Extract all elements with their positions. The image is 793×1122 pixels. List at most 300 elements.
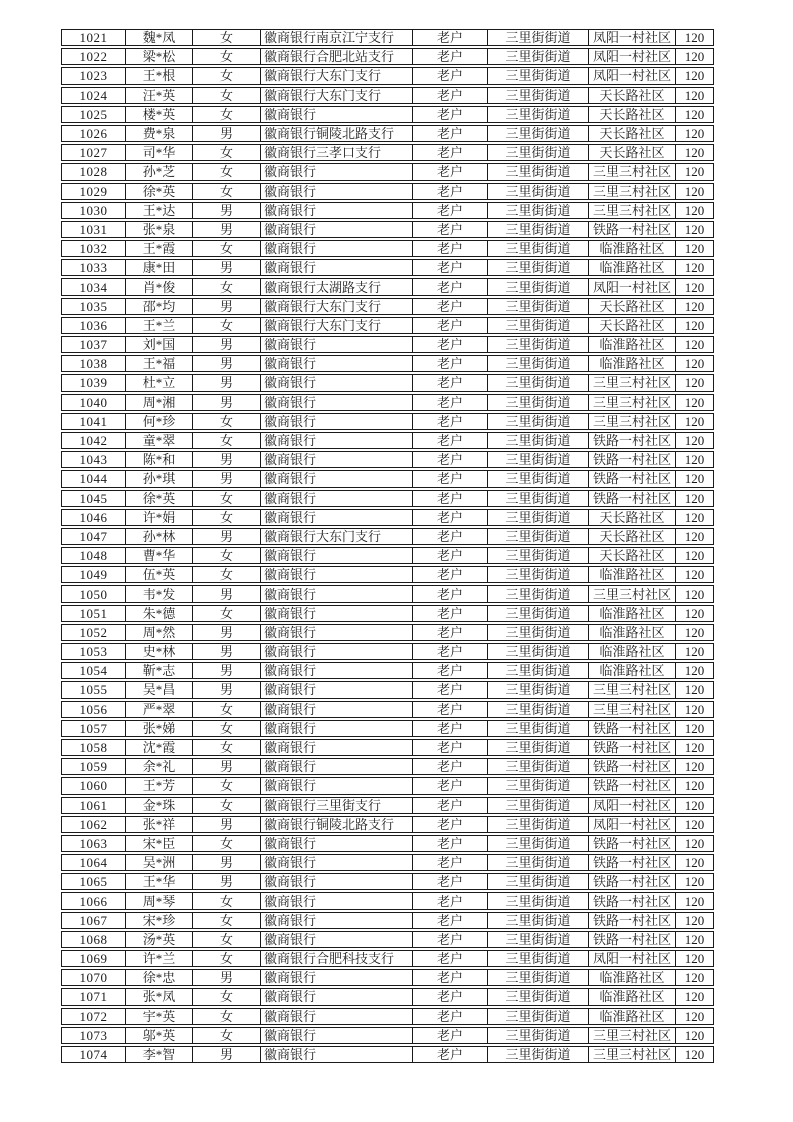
cell-id: 1044 (61, 470, 125, 487)
cell-name: 朱*德 (125, 605, 192, 622)
cell-community: 铁路一村社区 (588, 873, 675, 890)
cell-bank: 徽商银行 (260, 854, 412, 871)
cell-amount: 120 (675, 1046, 714, 1063)
table-row (61, 163, 714, 180)
cell-community: 三里三村社区 (588, 202, 675, 219)
cell-amount: 120 (675, 777, 714, 794)
cell-name: 周*湘 (125, 394, 192, 411)
cell-gender: 女 (192, 163, 260, 180)
cell-gender: 男 (192, 336, 260, 353)
cell-street: 三里街街道 (487, 566, 588, 583)
cell-gender: 男 (192, 681, 260, 698)
cell-id: 1064 (61, 854, 125, 871)
cell-household_type: 老户 (412, 585, 487, 602)
cell-gender: 男 (192, 355, 260, 372)
cell-id: 1029 (61, 183, 125, 200)
cell-id: 1061 (61, 797, 125, 814)
table-row (61, 816, 714, 833)
cell-amount: 120 (675, 892, 714, 909)
table-row (61, 547, 714, 564)
cell-household_type: 老户 (412, 278, 487, 295)
cell-gender: 男 (192, 451, 260, 468)
cell-gender: 男 (192, 854, 260, 871)
table-row (61, 701, 714, 718)
cell-bank: 徽商银行 (260, 490, 412, 507)
cell-gender: 男 (192, 470, 260, 487)
cell-gender: 男 (192, 1046, 260, 1063)
cell-gender: 男 (192, 374, 260, 391)
cell-bank: 徽商银行铜陵北路支行 (260, 816, 412, 833)
table-row (61, 969, 714, 986)
cell-street: 三里街街道 (487, 643, 588, 660)
table-row (61, 835, 714, 852)
cell-street: 三里街街道 (487, 758, 588, 775)
cell-street: 三里街街道 (487, 701, 588, 718)
cell-gender: 女 (192, 566, 260, 583)
table-row (61, 873, 714, 890)
cell-household_type: 老户 (412, 202, 487, 219)
cell-bank: 徽商银行 (260, 701, 412, 718)
cell-name: 陈*和 (125, 451, 192, 468)
cell-amount: 120 (675, 662, 714, 679)
cell-community: 凤阳一村社区 (588, 48, 675, 65)
cell-street: 三里街街道 (487, 336, 588, 353)
cell-gender: 男 (192, 221, 260, 238)
cell-community: 铁路一村社区 (588, 720, 675, 737)
cell-street: 三里街街道 (487, 739, 588, 756)
cell-amount: 120 (675, 528, 714, 545)
cell-amount: 120 (675, 125, 714, 142)
cell-name: 宋*珍 (125, 912, 192, 929)
cell-name: 张*娣 (125, 720, 192, 737)
cell-street: 三里街街道 (487, 432, 588, 449)
cell-household_type: 老户 (412, 163, 487, 180)
cell-community: 铁路一村社区 (588, 432, 675, 449)
cell-street: 三里街街道 (487, 854, 588, 871)
cell-name: 孙*琪 (125, 470, 192, 487)
cell-id: 1063 (61, 835, 125, 852)
cell-street: 三里街街道 (487, 988, 588, 1005)
cell-community: 天长路社区 (588, 528, 675, 545)
cell-bank: 徽商银行 (260, 662, 412, 679)
cell-name: 童*翠 (125, 432, 192, 449)
cell-household_type: 老户 (412, 67, 487, 84)
cell-gender: 男 (192, 969, 260, 986)
cell-street: 三里街街道 (487, 490, 588, 507)
cell-amount: 120 (675, 585, 714, 602)
cell-gender: 女 (192, 835, 260, 852)
cell-gender: 男 (192, 643, 260, 660)
cell-community: 三里三村社区 (588, 374, 675, 391)
cell-bank: 徽商银行 (260, 835, 412, 852)
cell-amount: 120 (675, 835, 714, 852)
cell-name: 孙*芝 (125, 163, 192, 180)
cell-street: 三里街街道 (487, 87, 588, 104)
cell-name: 王*达 (125, 202, 192, 219)
cell-id: 1035 (61, 298, 125, 315)
cell-name: 费*泉 (125, 125, 192, 142)
cell-bank: 徽商银行 (260, 566, 412, 583)
cell-household_type: 老户 (412, 432, 487, 449)
cell-community: 三里三村社区 (588, 413, 675, 430)
cell-street: 三里街街道 (487, 394, 588, 411)
cell-household_type: 老户 (412, 451, 487, 468)
cell-bank: 徽商银行 (260, 183, 412, 200)
cell-community: 铁路一村社区 (588, 835, 675, 852)
cell-name: 王*兰 (125, 317, 192, 334)
cell-community: 天长路社区 (588, 317, 675, 334)
cell-bank: 徽商银行 (260, 394, 412, 411)
table-row (61, 413, 714, 430)
cell-bank: 徽商银行大东门支行 (260, 298, 412, 315)
cell-street: 三里街街道 (487, 374, 588, 391)
cell-gender: 女 (192, 931, 260, 948)
cell-bank: 徽商银行 (260, 451, 412, 468)
cell-bank: 徽商银行 (260, 720, 412, 737)
cell-id: 1058 (61, 739, 125, 756)
cell-gender: 女 (192, 797, 260, 814)
cell-name: 梁*松 (125, 48, 192, 65)
cell-gender: 男 (192, 624, 260, 641)
table-row (61, 259, 714, 276)
cell-amount: 120 (675, 278, 714, 295)
table-row (61, 950, 714, 967)
cell-household_type: 老户 (412, 490, 487, 507)
cell-amount: 120 (675, 681, 714, 698)
cell-bank: 徽商银行合肥科技支行 (260, 950, 412, 967)
cell-gender: 男 (192, 662, 260, 679)
table-row (61, 451, 714, 468)
cell-name: 王*芳 (125, 777, 192, 794)
cell-household_type: 老户 (412, 125, 487, 142)
cell-bank: 徽商银行 (260, 624, 412, 641)
cell-bank: 徽商银行 (260, 509, 412, 526)
cell-bank: 徽商银行三里街支行 (260, 797, 412, 814)
cell-gender: 女 (192, 547, 260, 564)
table-row (61, 931, 714, 948)
cell-gender: 女 (192, 106, 260, 123)
cell-community: 天长路社区 (588, 87, 675, 104)
table-row (61, 202, 714, 219)
cell-id: 1067 (61, 912, 125, 929)
cell-name: 曹*华 (125, 547, 192, 564)
cell-amount: 120 (675, 624, 714, 641)
cell-household_type: 老户 (412, 240, 487, 257)
table-row (61, 624, 714, 641)
cell-id: 1042 (61, 432, 125, 449)
cell-household_type: 老户 (412, 259, 487, 276)
table-row (61, 374, 714, 391)
cell-amount: 120 (675, 912, 714, 929)
table-row (61, 490, 714, 507)
cell-id: 1034 (61, 278, 125, 295)
cell-household_type: 老户 (412, 355, 487, 372)
cell-household_type: 老户 (412, 797, 487, 814)
cell-street: 三里街街道 (487, 624, 588, 641)
table-row (61, 470, 714, 487)
cell-id: 1040 (61, 394, 125, 411)
cell-bank: 徽商银行 (260, 413, 412, 430)
cell-gender: 女 (192, 183, 260, 200)
cell-amount: 120 (675, 490, 714, 507)
cell-id: 1033 (61, 259, 125, 276)
cell-street: 三里街街道 (487, 240, 588, 257)
table-row (61, 643, 714, 660)
cell-bank: 徽商银行大东门支行 (260, 67, 412, 84)
cell-street: 三里街街道 (487, 413, 588, 430)
cell-gender: 女 (192, 777, 260, 794)
cell-gender: 女 (192, 67, 260, 84)
cell-household_type: 老户 (412, 547, 487, 564)
cell-street: 三里街街道 (487, 509, 588, 526)
cell-street: 三里街街道 (487, 931, 588, 948)
cell-household_type: 老户 (412, 48, 487, 65)
cell-community: 临淮路社区 (588, 624, 675, 641)
cell-community: 铁路一村社区 (588, 892, 675, 909)
cell-household_type: 老户 (412, 720, 487, 737)
cell-street: 三里街街道 (487, 816, 588, 833)
cell-id: 1039 (61, 374, 125, 391)
cell-community: 凤阳一村社区 (588, 950, 675, 967)
table-row (61, 912, 714, 929)
cell-gender: 男 (192, 816, 260, 833)
cell-name: 肖*俊 (125, 278, 192, 295)
cell-id: 1066 (61, 892, 125, 909)
cell-household_type: 老户 (412, 739, 487, 756)
cell-name: 司*华 (125, 144, 192, 161)
cell-name: 邬*英 (125, 1027, 192, 1044)
table-row (61, 67, 714, 84)
cell-name: 刘*国 (125, 336, 192, 353)
cell-bank: 徽商银行 (260, 547, 412, 564)
cell-amount: 120 (675, 566, 714, 583)
table-row (61, 739, 714, 756)
table-row (61, 240, 714, 257)
cell-household_type: 老户 (412, 777, 487, 794)
cell-id: 1072 (61, 1008, 125, 1025)
cell-household_type: 老户 (412, 336, 487, 353)
cell-community: 临淮路社区 (588, 1008, 675, 1025)
cell-household_type: 老户 (412, 816, 487, 833)
cell-bank: 徽商银行三孝口支行 (260, 144, 412, 161)
cell-id: 1050 (61, 585, 125, 602)
cell-name: 楼*英 (125, 106, 192, 123)
cell-id: 1048 (61, 547, 125, 564)
cell-amount: 120 (675, 202, 714, 219)
cell-household_type: 老户 (412, 854, 487, 871)
cell-community: 三里三村社区 (588, 394, 675, 411)
cell-street: 三里街街道 (487, 470, 588, 487)
cell-gender: 女 (192, 720, 260, 737)
cell-community: 三里三村社区 (588, 1027, 675, 1044)
table-row (61, 509, 714, 526)
cell-community: 天长路社区 (588, 144, 675, 161)
cell-street: 三里街街道 (487, 835, 588, 852)
table-row (61, 125, 714, 142)
cell-amount: 120 (675, 451, 714, 468)
cell-household_type: 老户 (412, 528, 487, 545)
cell-bank: 徽商银行 (260, 585, 412, 602)
cell-household_type: 老户 (412, 1008, 487, 1025)
cell-community: 铁路一村社区 (588, 739, 675, 756)
cell-community: 天长路社区 (588, 298, 675, 315)
cell-community: 铁路一村社区 (588, 912, 675, 929)
cell-household_type: 老户 (412, 394, 487, 411)
cell-gender: 男 (192, 202, 260, 219)
table-row (61, 585, 714, 602)
cell-street: 三里街街道 (487, 777, 588, 794)
cell-street: 三里街街道 (487, 720, 588, 737)
cell-name: 魏*凤 (125, 29, 192, 46)
cell-bank: 徽商银行 (260, 336, 412, 353)
cell-id: 1069 (61, 950, 125, 967)
cell-name: 严*翠 (125, 701, 192, 718)
table-row (61, 605, 714, 622)
cell-household_type: 老户 (412, 912, 487, 929)
cell-street: 三里街街道 (487, 912, 588, 929)
cell-amount: 120 (675, 988, 714, 1005)
cell-street: 三里街街道 (487, 144, 588, 161)
cell-gender: 女 (192, 432, 260, 449)
cell-household_type: 老户 (412, 892, 487, 909)
cell-name: 王*根 (125, 67, 192, 84)
cell-household_type: 老户 (412, 988, 487, 1005)
cell-id: 1021 (61, 29, 125, 46)
cell-id: 1036 (61, 317, 125, 334)
cell-street: 三里街街道 (487, 259, 588, 276)
cell-household_type: 老户 (412, 566, 487, 583)
cell-name: 余*礼 (125, 758, 192, 775)
cell-gender: 男 (192, 394, 260, 411)
cell-gender: 女 (192, 950, 260, 967)
cell-id: 1068 (61, 931, 125, 948)
cell-household_type: 老户 (412, 1046, 487, 1063)
cell-name: 王*华 (125, 873, 192, 890)
cell-amount: 120 (675, 163, 714, 180)
cell-amount: 120 (675, 969, 714, 986)
cell-name: 汤*英 (125, 931, 192, 948)
cell-street: 三里街街道 (487, 950, 588, 967)
cell-id: 1055 (61, 681, 125, 698)
cell-street: 三里街街道 (487, 1027, 588, 1044)
cell-street: 三里街街道 (487, 1046, 588, 1063)
table-row (61, 988, 714, 1005)
cell-street: 三里街街道 (487, 106, 588, 123)
cell-street: 三里街街道 (487, 1008, 588, 1025)
table-row (61, 566, 714, 583)
cell-amount: 120 (675, 317, 714, 334)
cell-bank: 徽商银行 (260, 374, 412, 391)
table-row (61, 336, 714, 353)
cell-bank: 徽商银行 (260, 892, 412, 909)
cell-community: 凤阳一村社区 (588, 278, 675, 295)
cell-amount: 120 (675, 29, 714, 46)
cell-bank: 徽商银行 (260, 777, 412, 794)
cell-household_type: 老户 (412, 183, 487, 200)
cell-amount: 120 (675, 374, 714, 391)
cell-amount: 120 (675, 547, 714, 564)
cell-name: 汪*英 (125, 87, 192, 104)
cell-community: 临淮路社区 (588, 662, 675, 679)
cell-amount: 120 (675, 873, 714, 890)
table-row (61, 183, 714, 200)
cell-bank: 徽商银行铜陵北路支行 (260, 125, 412, 142)
cell-id: 1047 (61, 528, 125, 545)
cell-id: 1073 (61, 1027, 125, 1044)
cell-street: 三里街街道 (487, 605, 588, 622)
cell-amount: 120 (675, 336, 714, 353)
cell-name: 金*珠 (125, 797, 192, 814)
cell-community: 铁路一村社区 (588, 931, 675, 948)
cell-bank: 徽商银行 (260, 259, 412, 276)
cell-bank: 徽商银行 (260, 681, 412, 698)
cell-amount: 120 (675, 509, 714, 526)
cell-gender: 女 (192, 413, 260, 430)
table-row (61, 777, 714, 794)
cell-name: 吴*洲 (125, 854, 192, 871)
cell-community: 铁路一村社区 (588, 451, 675, 468)
cell-street: 三里街街道 (487, 681, 588, 698)
cell-street: 三里街街道 (487, 202, 588, 219)
cell-amount: 120 (675, 87, 714, 104)
cell-name: 许*娟 (125, 509, 192, 526)
cell-gender: 女 (192, 1008, 260, 1025)
cell-community: 三里三村社区 (588, 163, 675, 180)
cell-amount: 120 (675, 605, 714, 622)
table-row (61, 758, 714, 775)
cell-household_type: 老户 (412, 509, 487, 526)
cell-bank: 徽商银行 (260, 758, 412, 775)
cell-street: 三里街街道 (487, 298, 588, 315)
cell-community: 铁路一村社区 (588, 777, 675, 794)
cell-bank: 徽商银行 (260, 988, 412, 1005)
cell-gender: 女 (192, 144, 260, 161)
cell-amount: 120 (675, 854, 714, 871)
cell-name: 靳*志 (125, 662, 192, 679)
cell-bank: 徽商银行 (260, 912, 412, 929)
cell-community: 天长路社区 (588, 547, 675, 564)
cell-bank: 徽商银行 (260, 931, 412, 948)
cell-household_type: 老户 (412, 681, 487, 698)
cell-amount: 120 (675, 739, 714, 756)
cell-household_type: 老户 (412, 1027, 487, 1044)
cell-street: 三里街街道 (487, 221, 588, 238)
cell-street: 三里街街道 (487, 528, 588, 545)
cell-amount: 120 (675, 355, 714, 372)
cell-community: 临淮路社区 (588, 643, 675, 660)
cell-street: 三里街街道 (487, 969, 588, 986)
cell-gender: 女 (192, 278, 260, 295)
cell-community: 三里三村社区 (588, 681, 675, 698)
cell-street: 三里街街道 (487, 451, 588, 468)
cell-amount: 120 (675, 394, 714, 411)
table-row (61, 144, 714, 161)
cell-name: 宋*臣 (125, 835, 192, 852)
cell-id: 1038 (61, 355, 125, 372)
cell-id: 1074 (61, 1046, 125, 1063)
cell-street: 三里街街道 (487, 892, 588, 909)
cell-amount: 120 (675, 797, 714, 814)
cell-community: 凤阳一村社区 (588, 797, 675, 814)
cell-id: 1023 (61, 67, 125, 84)
cell-id: 1053 (61, 643, 125, 660)
cell-id: 1054 (61, 662, 125, 679)
cell-id: 1070 (61, 969, 125, 986)
cell-name: 张*泉 (125, 221, 192, 238)
cell-household_type: 老户 (412, 873, 487, 890)
cell-name: 吴*昌 (125, 681, 192, 698)
cell-community: 三里三村社区 (588, 1046, 675, 1063)
